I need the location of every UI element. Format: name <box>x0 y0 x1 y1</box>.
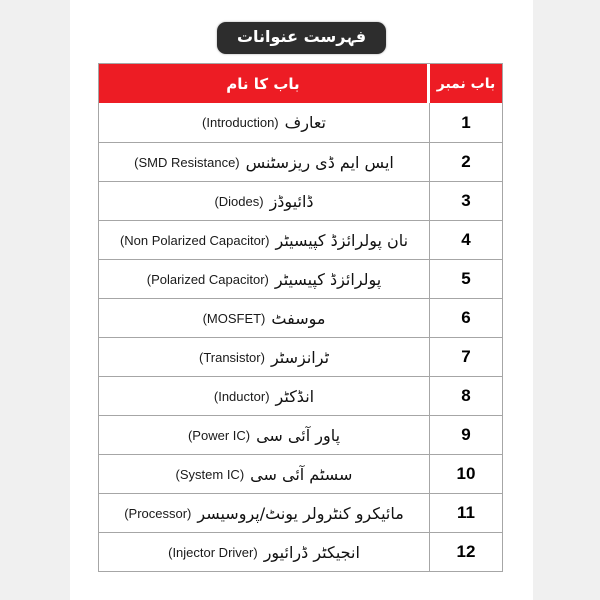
chapter-name-english: (Transistor) <box>198 349 265 365</box>
document-page <box>70 0 533 600</box>
chapter-name-english: (Non Polarized Capacitor) <box>119 232 270 248</box>
chapter-name-urdu: سسٹم آئی سی <box>250 464 353 484</box>
chapter-name-cell <box>99 143 430 181</box>
table-row <box>99 259 502 298</box>
chapter-name-cell <box>99 377 430 415</box>
toc-table <box>98 63 503 572</box>
chapter-number-cell: 2 <box>461 152 471 171</box>
table-row <box>99 142 502 181</box>
table-row <box>99 220 502 259</box>
title-badge-container <box>70 0 533 54</box>
chapter-number-cell: 6 <box>461 308 471 327</box>
chapter-number-cell: 3 <box>461 191 471 210</box>
chapter-name-urdu: پاور آئی سی <box>256 425 341 445</box>
chapter-number-cell: 11 <box>457 503 475 522</box>
chapter-name-cell <box>99 299 430 337</box>
chapter-name-english: (Polarized Capacitor) <box>146 271 269 287</box>
chapter-name-english: (System IC) <box>175 466 245 482</box>
table-row <box>99 493 502 532</box>
table-row <box>99 181 502 220</box>
chapter-name-cell <box>99 455 430 493</box>
table-row <box>99 298 502 337</box>
chapter-name-english: (Diodes) <box>214 193 264 209</box>
chapter-name-urdu: پولرائزڈ کپیسیٹر <box>274 269 382 289</box>
chapter-name-english: (MOSFET) <box>202 310 266 326</box>
chapter-name-urdu: ایس ایم ڈی ریزسٹنس <box>245 152 394 172</box>
chapter-number-cell: 5 <box>461 269 471 288</box>
table-header-row <box>99 64 502 103</box>
chapter-name-english: (Introduction) <box>202 115 279 130</box>
chapter-name-cell <box>99 416 430 454</box>
chapter-name-urdu: مائیکرو کنٹرولر یونٹ/پروسیسر <box>197 503 404 523</box>
header-chapter-number: باب نمبر <box>436 75 496 92</box>
table-row <box>99 376 502 415</box>
table-row <box>99 103 502 142</box>
chapter-name-cell <box>99 533 430 571</box>
table-row <box>99 532 502 571</box>
chapter-name-cell <box>99 221 430 259</box>
chapter-number-cell: 9 <box>461 425 471 444</box>
chapter-number-cell: 8 <box>461 386 471 405</box>
chapter-name-urdu: تعارف <box>284 113 326 132</box>
chapter-name-english: (Power IC) <box>187 427 251 443</box>
table-row <box>99 454 502 493</box>
table-row <box>99 415 502 454</box>
chapter-name-urdu: انجیکٹر ڈرائیور <box>263 542 360 562</box>
chapter-name-english: (SMD Resistance) <box>134 154 240 170</box>
chapter-name-english: (Processor) <box>124 505 192 521</box>
chapter-number-cell: 4 <box>461 230 471 249</box>
chapter-name-english: (Inductor) <box>213 388 270 404</box>
chapter-number-cell: 7 <box>461 347 471 366</box>
chapter-name-urdu: انڈکٹر <box>275 386 315 406</box>
chapter-number-cell: 10 <box>456 464 476 483</box>
chapter-name-english: (Injector Driver) <box>168 544 258 560</box>
page-title: فہرست عنوانات <box>217 22 386 54</box>
chapter-name-cell <box>99 103 430 142</box>
chapter-number-cell: 12 <box>456 542 476 561</box>
chapter-name-cell <box>99 338 430 376</box>
table-row <box>99 337 502 376</box>
chapter-name-urdu: موسفٹ <box>271 308 326 328</box>
chapter-number-cell: 1 <box>461 112 471 132</box>
chapter-name-cell <box>99 182 430 220</box>
table-body <box>99 103 502 571</box>
chapter-name-urdu: ٹرانزسٹر <box>270 347 330 367</box>
chapter-name-urdu: ڈائیوڈز <box>269 191 314 211</box>
header-chapter-name: باب کا نام <box>99 64 430 103</box>
chapter-name-urdu: نان پولرائزڈ کپیسیٹر <box>275 230 409 250</box>
chapter-name-cell <box>99 494 430 532</box>
chapter-name-cell <box>99 260 430 298</box>
